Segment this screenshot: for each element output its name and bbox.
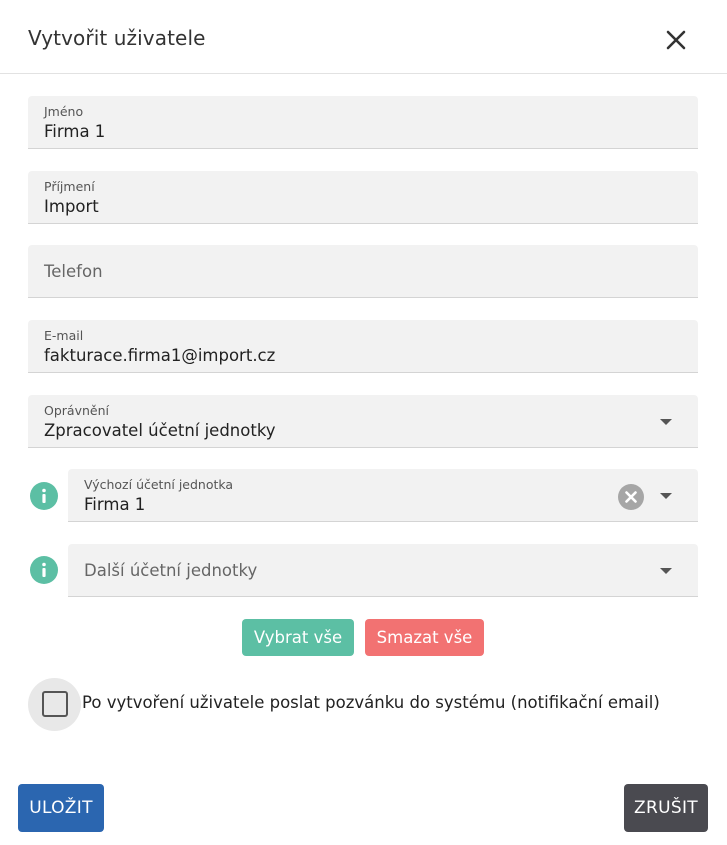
dialog-header [0, 0, 727, 74]
select-all-button[interactable]: Vybrat vše [242, 619, 354, 656]
permission-select[interactable] [28, 395, 698, 448]
invite-checkbox-label[interactable]: Po vytvoření uživatele poslat pozvánku do systému (notifikační email) [82, 693, 660, 712]
last-name-value: Import [44, 197, 99, 216]
chevron-down-icon [660, 568, 672, 574]
info-icon[interactable] [30, 482, 58, 510]
first-name-field[interactable] [28, 96, 698, 149]
email-label: E-mail [44, 328, 84, 343]
info-icon[interactable] [30, 556, 58, 584]
email-value: fakturace.firma1@import.cz [44, 346, 276, 365]
permission-value: Zpracovatel účetní jednotky [44, 421, 276, 440]
first-name-value: Firma 1 [44, 122, 106, 141]
other-units-select[interactable] [68, 544, 698, 597]
default-unit-value: Firma 1 [84, 495, 146, 514]
close-icon [660, 24, 692, 56]
checkbox-box [42, 691, 68, 717]
chevron-down-icon [660, 419, 672, 425]
last-name-label: Příjmení [44, 179, 95, 194]
first-name-label: Jméno [44, 104, 84, 119]
phone-field[interactable] [28, 245, 698, 298]
permission-label: Oprávnění [44, 403, 109, 418]
phone-placeholder: Telefon [44, 262, 103, 281]
close-button[interactable] [660, 24, 692, 56]
email-field[interactable] [28, 320, 698, 373]
dialog-title: Vytvořit uživatele [28, 26, 206, 50]
save-button[interactable]: ULOŽIT [18, 784, 104, 832]
chevron-down-icon [660, 493, 672, 499]
invite-checkbox[interactable] [28, 678, 81, 731]
other-units-placeholder: Další účetní jednotky [84, 561, 258, 580]
default-unit-select[interactable] [68, 469, 698, 522]
clear-icon[interactable] [618, 484, 644, 510]
default-unit-label: Výchozí účetní jednotka [84, 477, 234, 492]
cancel-button[interactable]: ZRUŠIT [624, 784, 708, 832]
last-name-field[interactable] [28, 171, 698, 224]
clear-all-button[interactable]: Smazat vše [365, 619, 484, 656]
